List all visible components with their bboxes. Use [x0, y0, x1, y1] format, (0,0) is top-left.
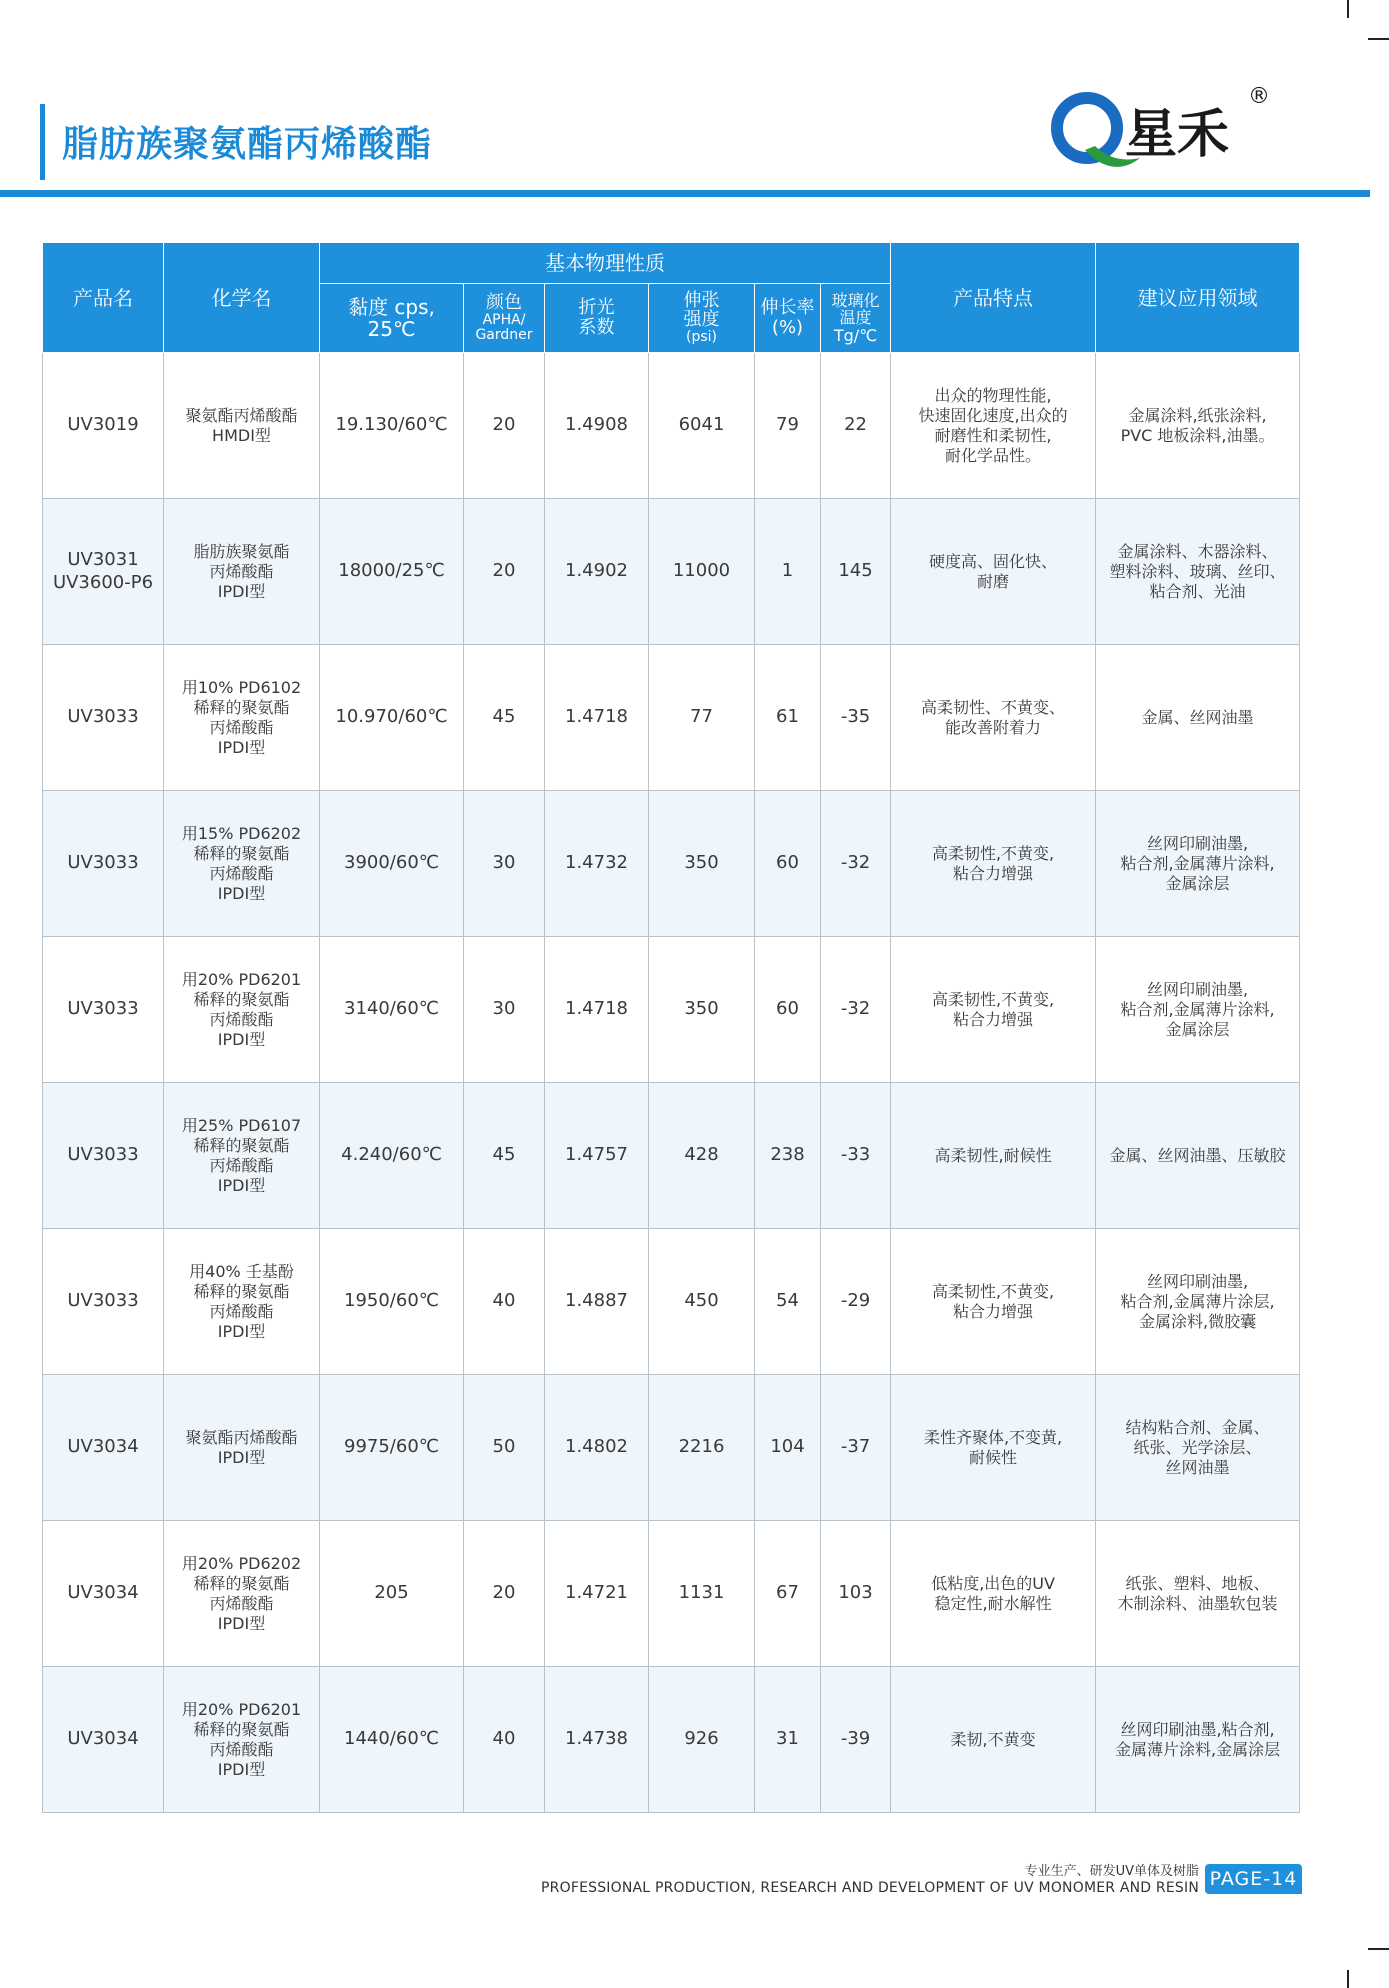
cell-applications-line: 金属涂层 [1165, 1019, 1230, 1039]
cell-chemical [164, 1521, 320, 1667]
cell-product [43, 353, 164, 499]
cell-tg: -39 [821, 1667, 891, 1813]
cell-chemical-line: IPDI型 [217, 1759, 266, 1779]
table-row [43, 1083, 1300, 1229]
cell-features-line: 高柔韧性、不黄变、 [921, 697, 1066, 717]
header-divider [0, 190, 1370, 197]
header-tensile-l1: 伸张 [683, 289, 720, 311]
table-row [43, 1521, 1300, 1667]
header-color-l3: Gardner [475, 326, 533, 343]
table-row [43, 499, 1300, 645]
cell-chemical [164, 645, 320, 791]
page-title: 脂肪族聚氨酯丙烯酸酯 [62, 124, 433, 165]
cell-refractive: 1.4802 [545, 1375, 649, 1521]
cell-chemical-line: 稀释的聚氨酯 [193, 1281, 290, 1301]
cell-product-line: UV3033 [67, 706, 139, 728]
header-refractive [545, 284, 649, 353]
cell-viscosity: 3140/60℃ [320, 937, 464, 1083]
cell-refractive: 1.4718 [545, 937, 649, 1083]
cell-product [43, 1229, 164, 1375]
cell-chemical [164, 1083, 320, 1229]
cell-tensile: 926 [649, 1667, 755, 1813]
cell-features-line: 硬度高、固化快、 [929, 551, 1058, 571]
cell-applications-line: PVC 地板涂料,油墨。 [1120, 425, 1275, 445]
cell-features-line: 耐候性 [969, 1447, 1018, 1467]
cell-product-line: UV3033 [67, 852, 139, 874]
cell-color: 50 [464, 1375, 545, 1521]
cell-applications-line: 粘合剂,金属薄片涂层, [1120, 1291, 1275, 1311]
cell-features [891, 1083, 1096, 1229]
header-applications: 建议应用领域 [1096, 243, 1300, 353]
header-elongation [755, 284, 821, 353]
cell-features [891, 1667, 1096, 1813]
cell-elongation: 60 [755, 937, 821, 1083]
cell-product [43, 645, 164, 791]
table-row [43, 645, 1300, 791]
cell-applications [1096, 353, 1300, 499]
header-tensile-l2: 强度 [683, 309, 720, 331]
cell-chemical [164, 791, 320, 937]
footer-slogan-cn: 专业生产、研发UV单体及树脂 [1024, 1864, 1199, 1879]
cell-chemical [164, 353, 320, 499]
cell-elongation: 31 [755, 1667, 821, 1813]
cell-refractive: 1.4887 [545, 1229, 649, 1375]
cell-applications-line: 金属薄片涂料,金属涂层 [1115, 1739, 1281, 1759]
cell-features-line: 粘合力增强 [953, 863, 1034, 883]
cell-features-line: 柔韧,不黄变 [950, 1729, 1036, 1749]
cell-viscosity: 1950/60℃ [320, 1229, 464, 1375]
cell-applications [1096, 499, 1300, 645]
header-tensile [649, 284, 755, 353]
cell-features [891, 645, 1096, 791]
cell-tensile: 450 [649, 1229, 755, 1375]
cell-chemical [164, 937, 320, 1083]
header-tg-l1: 玻璃化 [831, 290, 880, 310]
cell-color: 45 [464, 645, 545, 791]
cell-product [43, 499, 164, 645]
cell-tg: -37 [821, 1375, 891, 1521]
table-row [43, 1229, 1300, 1375]
cell-chemical-line: 用40% 壬基酚 [189, 1261, 294, 1281]
cell-chemical-line: 用10% PD6102 [181, 677, 302, 697]
cell-tg: -32 [821, 937, 891, 1083]
cell-features-line: 粘合力增强 [953, 1009, 1034, 1029]
cell-features-line: 高柔韧性,不黄变, [931, 1281, 1055, 1301]
cell-applications-line: 金属、丝网油墨、压敏胶 [1109, 1145, 1286, 1165]
cell-elongation: 238 [755, 1083, 821, 1229]
cell-chemical-line: 聚氨酯丙烯酸酯 [185, 405, 298, 425]
cell-product-line: UV3033 [67, 1144, 139, 1166]
cell-chemical-line: 丙烯酸酯 [209, 1009, 274, 1029]
cell-chemical-line: IPDI型 [217, 1175, 266, 1195]
cell-viscosity: 18000/25℃ [320, 499, 464, 645]
cell-chemical [164, 1229, 320, 1375]
cell-applications-line: 金属涂层 [1165, 873, 1230, 893]
crop-mark-bottom [1347, 1970, 1349, 1988]
cell-features-line: 高柔韧性,不黄变, [931, 843, 1055, 863]
cell-color: 20 [464, 1521, 545, 1667]
cell-refractive: 1.4718 [545, 645, 649, 791]
cell-features [891, 1521, 1096, 1667]
header-features: 产品特点 [891, 243, 1096, 353]
cell-applications-line: 结构粘合剂、金属、 [1125, 1417, 1270, 1437]
header-tg-l2: 温度 [839, 308, 872, 328]
cell-applications [1096, 791, 1300, 937]
cell-refractive: 1.4732 [545, 791, 649, 937]
cell-features-line: 出众的物理性能, [934, 385, 1052, 405]
cell-refractive: 1.4757 [545, 1083, 649, 1229]
cell-tg: 145 [821, 499, 891, 645]
cell-refractive: 1.4902 [545, 499, 649, 645]
cell-refractive: 1.4738 [545, 1667, 649, 1813]
cell-color: 30 [464, 937, 545, 1083]
cell-tensile: 6041 [649, 353, 755, 499]
table-row [43, 1667, 1300, 1813]
cell-product [43, 1375, 164, 1521]
cell-refractive: 1.4721 [545, 1521, 649, 1667]
cell-chemical-line: IPDI型 [217, 883, 266, 903]
cell-applications-line: 木制涂料、油墨软包装 [1117, 1593, 1278, 1613]
cell-color: 40 [464, 1229, 545, 1375]
cell-chemical-line: IPDI型 [217, 1029, 266, 1049]
cell-chemical-line: IPDI型 [217, 581, 266, 601]
cell-viscosity: 3900/60℃ [320, 791, 464, 937]
cell-applications-line: 粘合剂,金属薄片涂料, [1120, 999, 1275, 1019]
cell-elongation: 60 [755, 791, 821, 937]
crop-mark-bottom-right [1368, 1948, 1389, 1950]
header-chemical: 化学名 [164, 243, 320, 353]
cell-features [891, 1375, 1096, 1521]
cell-applications [1096, 937, 1300, 1083]
cell-product [43, 791, 164, 937]
cell-product-line: UV3033 [67, 1290, 139, 1312]
cell-features [891, 1229, 1096, 1375]
cell-chemical-line: 用15% PD6202 [181, 823, 302, 843]
cell-chemical-line: 稀释的聚氨酯 [193, 697, 290, 717]
cell-chemical-line: 稀释的聚氨酯 [193, 1719, 290, 1739]
cell-chemical-line: 用25% PD6107 [181, 1115, 302, 1135]
cell-chemical-line: IPDI型 [217, 1447, 266, 1467]
cell-color: 20 [464, 499, 545, 645]
cell-features-line: 高柔韧性,不黄变, [931, 989, 1055, 1009]
cell-features [891, 791, 1096, 937]
cell-product-line: UV3031 [67, 549, 139, 570]
cell-elongation: 54 [755, 1229, 821, 1375]
registered-mark: ® [1248, 84, 1270, 109]
cell-applications [1096, 1667, 1300, 1813]
header-color [464, 284, 545, 353]
header-tg [821, 284, 891, 353]
cell-chemical [164, 499, 320, 645]
cell-viscosity: 4.240/60℃ [320, 1083, 464, 1229]
header-elongation-l2: (%) [771, 317, 804, 338]
cell-features-line: 稳定性,耐水解性 [934, 1593, 1052, 1613]
header-tensile-l3: (psi) [686, 329, 717, 346]
cell-chemical-line: HMDI型 [212, 425, 271, 445]
cell-features [891, 353, 1096, 499]
cell-tg: -35 [821, 645, 891, 791]
cell-features [891, 499, 1096, 645]
cell-product [43, 1667, 164, 1813]
cell-product-line: UV3034 [67, 1728, 139, 1750]
cell-features-line: 高柔韧性,耐候性 [934, 1145, 1052, 1165]
header-color-l2: APHA/ [482, 311, 526, 328]
cell-viscosity: 10.970/60℃ [320, 645, 464, 791]
cell-product-line: UV3034 [67, 1436, 139, 1458]
cell-features-line: 能改善附着力 [945, 717, 1042, 737]
header-tg-l3: Tg/℃ [833, 325, 878, 345]
cell-applications-line: 粘合剂、光油 [1149, 581, 1246, 601]
cell-applications-line: 丝网印刷油墨, [1147, 979, 1249, 999]
cell-tensile: 2216 [649, 1375, 755, 1521]
table-row [43, 937, 1300, 1083]
cell-chemical-line: 丙烯酸酯 [209, 863, 274, 883]
cell-viscosity: 9975/60℃ [320, 1375, 464, 1521]
crop-mark-top [1347, 0, 1349, 18]
cell-product-line: UV3600-P6 [52, 571, 154, 593]
cell-applications [1096, 1229, 1300, 1375]
cell-color: 45 [464, 1083, 545, 1229]
cell-chemical-line: 脂肪族聚氨酯 [193, 541, 290, 561]
cell-features-line: 耐磨 [977, 571, 1010, 591]
cell-applications-line: 金属、丝网油墨 [1141, 707, 1254, 727]
cell-chemical-line: 用20% PD6202 [181, 1553, 302, 1573]
header-refractive-l1: 折光 [578, 297, 615, 319]
cell-features-line: 柔性齐聚体,不变黄, [923, 1427, 1063, 1447]
cell-applications [1096, 645, 1300, 791]
cell-refractive: 1.4908 [545, 353, 649, 499]
cell-applications-line: 塑料涂料、玻璃、丝印、 [1109, 561, 1286, 581]
cell-tensile: 428 [649, 1083, 755, 1229]
cell-color: 30 [464, 791, 545, 937]
cell-tensile: 350 [649, 791, 755, 937]
cell-tg: 103 [821, 1521, 891, 1667]
cell-viscosity: 205 [320, 1521, 464, 1667]
cell-elongation: 1 [755, 499, 821, 645]
cell-applications-line: 粘合剂,金属薄片涂料, [1120, 853, 1275, 873]
cell-chemical-line: 稀释的聚氨酯 [193, 843, 290, 863]
cell-elongation: 79 [755, 353, 821, 499]
cell-tensile: 77 [649, 645, 755, 791]
cell-chemical-line: IPDI型 [217, 737, 266, 757]
cell-chemical-line: IPDI型 [217, 1613, 266, 1633]
cell-tensile: 1131 [649, 1521, 755, 1667]
cell-color: 20 [464, 353, 545, 499]
cell-features-line: 低粘度,出色的UV [931, 1573, 1055, 1593]
cell-applications-line: 丝网印刷油墨, [1147, 1271, 1249, 1291]
cell-features-line: 耐化学品性。 [945, 445, 1042, 465]
cell-chemical-line: 稀释的聚氨酯 [193, 1573, 290, 1593]
product-spec-table [42, 242, 1300, 1813]
cell-applications [1096, 1375, 1300, 1521]
cell-product-line: UV3034 [67, 1582, 139, 1604]
header-elongation-l1: 伸长率 [760, 297, 815, 319]
header-refractive-l2: 系数 [578, 317, 615, 338]
cell-chemical-line: 稀释的聚氨酯 [193, 1135, 290, 1155]
cell-applications-line: 金属涂料,微胶囊 [1139, 1311, 1257, 1331]
cell-applications-line: 金属涂料,纸张涂料, [1128, 405, 1267, 425]
title-accent-bar [40, 104, 45, 180]
cell-product [43, 1083, 164, 1229]
cell-chemical-line: 丙烯酸酯 [209, 1155, 274, 1175]
table-row [43, 353, 1300, 499]
cell-features-line: 快速固化速度,出众的 [918, 405, 1068, 425]
header-viscosity-l2: 25℃ [367, 317, 416, 341]
cell-chemical-line: 聚氨酯丙烯酸酯 [185, 1427, 298, 1447]
cell-chemical-line: 丙烯酸酯 [209, 1593, 274, 1613]
cell-viscosity: 19.130/60℃ [320, 353, 464, 499]
cell-tensile: 350 [649, 937, 755, 1083]
cell-product-line: UV3019 [67, 414, 139, 436]
header-viscosity-l1: 黏度 cps, [348, 295, 435, 319]
cell-applications-line: 丝网印刷油墨,粘合剂, [1120, 1719, 1275, 1739]
cell-tg: -32 [821, 791, 891, 937]
header-viscosity [320, 284, 464, 353]
cell-tg: -33 [821, 1083, 891, 1229]
cell-applications-line: 丝网油墨 [1165, 1457, 1230, 1477]
cell-features-line: 耐磨性和柔韧性, [934, 425, 1052, 445]
cell-tensile: 11000 [649, 499, 755, 645]
cell-applications [1096, 1083, 1300, 1229]
cell-chemical-line: 用20% PD6201 [181, 969, 302, 989]
cell-chemical-line: 丙烯酸酯 [209, 717, 274, 737]
cell-chemical-line: IPDI型 [217, 1321, 266, 1341]
table-row [43, 1375, 1300, 1521]
cell-chemical [164, 1375, 320, 1521]
cell-applications-line: 纸张、塑料、地板、 [1125, 1573, 1270, 1593]
cell-product [43, 1521, 164, 1667]
cell-chemical-line: 用20% PD6201 [181, 1699, 302, 1719]
cell-features [891, 937, 1096, 1083]
cell-chemical-line: 稀释的聚氨酯 [193, 989, 290, 1009]
footer-slogan-en: PROFESSIONAL PRODUCTION, RESEARCH AND DEVELOPMENT OF UV MONOMER AND RESIN [541, 1880, 1199, 1896]
cell-chemical-line: 丙烯酸酯 [209, 1739, 274, 1759]
cell-elongation: 61 [755, 645, 821, 791]
header-physical-group: 基本物理性质 [320, 243, 891, 284]
cell-applications-line: 纸张、光学涂层、 [1133, 1437, 1262, 1457]
cell-viscosity: 1440/60℃ [320, 1667, 464, 1813]
cell-chemical-line: 丙烯酸酯 [209, 561, 274, 581]
cell-color: 40 [464, 1667, 545, 1813]
cell-elongation: 104 [755, 1375, 821, 1521]
cell-tg: 22 [821, 353, 891, 499]
crop-mark-top-right [1368, 38, 1389, 40]
cell-product-line: UV3033 [67, 998, 139, 1020]
page-number-badge: PAGE-14 [1205, 1864, 1302, 1894]
cell-features-line: 粘合力增强 [953, 1301, 1034, 1321]
cell-product [43, 937, 164, 1083]
brand-name: 星禾 [1125, 104, 1230, 165]
table-row [43, 791, 1300, 937]
cell-applications-line: 丝网印刷油墨, [1147, 833, 1249, 853]
cell-tg: -29 [821, 1229, 891, 1375]
cell-elongation: 67 [755, 1521, 821, 1667]
cell-chemical-line: 丙烯酸酯 [209, 1301, 274, 1321]
cell-chemical [164, 1667, 320, 1813]
header-product: 产品名 [43, 243, 164, 353]
header-color-l1: 颜色 [486, 291, 522, 313]
cell-applications-line: 金属涂料、木器涂料、 [1117, 541, 1278, 561]
cell-applications [1096, 1521, 1300, 1667]
